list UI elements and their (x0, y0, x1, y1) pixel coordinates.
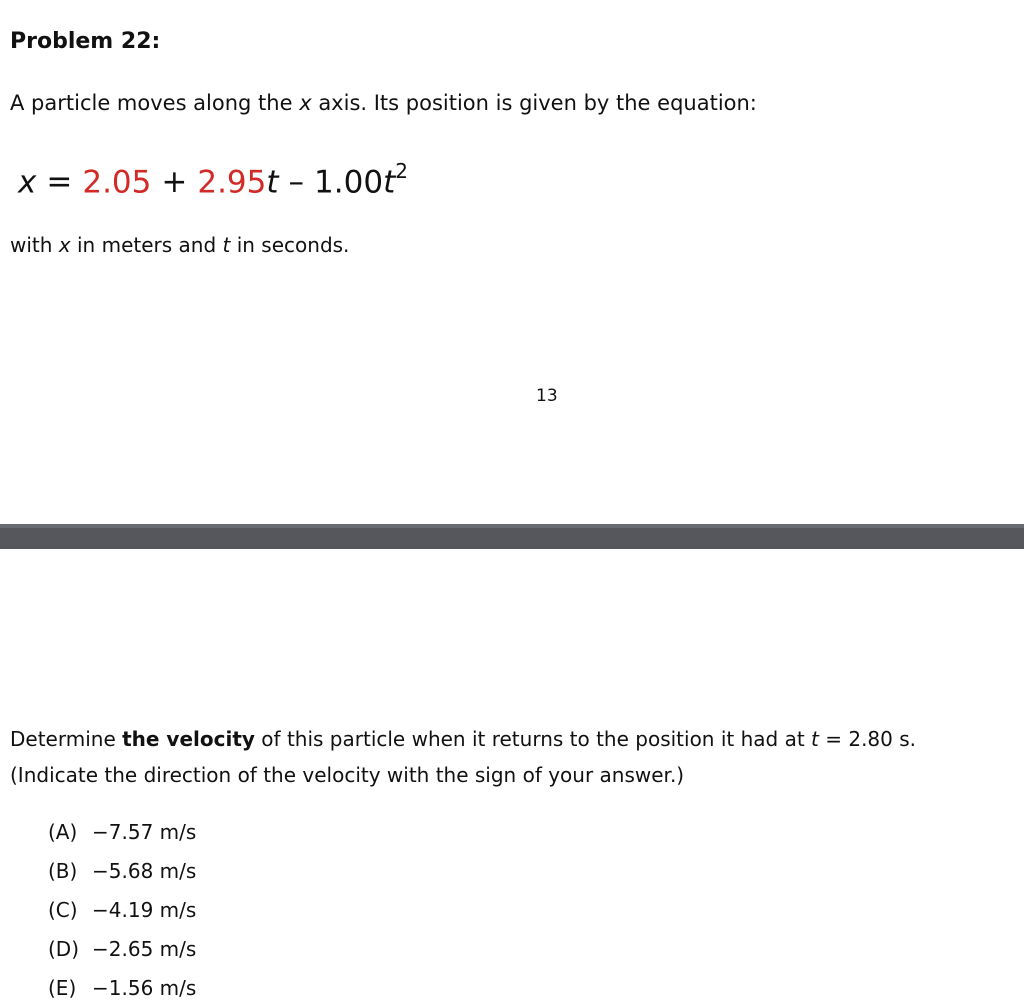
choice-e[interactable] (48, 969, 196, 1008)
question-text-a: Determine (10, 727, 123, 751)
choice-d[interactable] (48, 930, 196, 969)
units-text-3: in seconds. (230, 233, 350, 257)
choice-value: −1.56 m/s (92, 976, 197, 1000)
question-var-t: t (811, 727, 819, 751)
intro-text-end: axis. Its position is given by the equation: (311, 91, 757, 115)
choice-label: (E) (48, 976, 77, 1000)
units-var-t: t (222, 233, 231, 257)
units-var-x: x (58, 233, 71, 257)
choice-value: −4.19 m/s (92, 898, 197, 922)
intro-text: A particle moves along the (10, 91, 300, 115)
choice-label: (B) (48, 859, 78, 883)
position-equation (18, 152, 408, 204)
page-separator (0, 524, 1024, 549)
problem-intro (10, 87, 757, 119)
equation-t2: t (383, 164, 396, 201)
units-text-1: with (10, 233, 59, 257)
question-text (10, 721, 916, 793)
answer-choices (48, 813, 196, 1008)
choice-label: (D) (48, 937, 80, 961)
equation-lhs: x (18, 164, 37, 201)
units-description (10, 229, 349, 261)
question-line-1 (10, 721, 916, 757)
problem-title: Problem 22: (10, 29, 161, 54)
choice-value: −5.68 m/s (92, 859, 197, 883)
choice-b[interactable] (48, 852, 196, 891)
question-text-b: of this particle when it returns to the position it had at (254, 727, 812, 751)
equation-t1: t (266, 164, 279, 201)
equation-c2: 1.00 (314, 164, 384, 201)
equation-exponent: 2 (395, 159, 408, 183)
equation-c1: 2.95 (197, 164, 267, 201)
choice-c[interactable] (48, 891, 196, 930)
choice-value: −2.65 m/s (92, 937, 197, 961)
choice-a[interactable] (48, 813, 196, 852)
equation-c0: 2.05 (82, 164, 152, 201)
equation-minus: – (288, 164, 305, 201)
equation-equals: = (46, 164, 73, 201)
choice-label: (A) (48, 820, 78, 844)
page-number: 13 (536, 386, 558, 406)
question-text-c: = 2.80 s. (818, 727, 917, 751)
question-line-2: (Indicate the direction of the velocity with the sign of your answer.) (10, 763, 685, 787)
choice-value: −7.57 m/s (92, 820, 197, 844)
equation-plus: + (161, 164, 188, 201)
page-14 (0, 549, 1024, 1007)
choice-label: (C) (48, 898, 78, 922)
intro-variable-x: x (299, 91, 312, 115)
units-text-2: in meters and (70, 233, 223, 257)
question-bold: the velocity (122, 727, 255, 751)
